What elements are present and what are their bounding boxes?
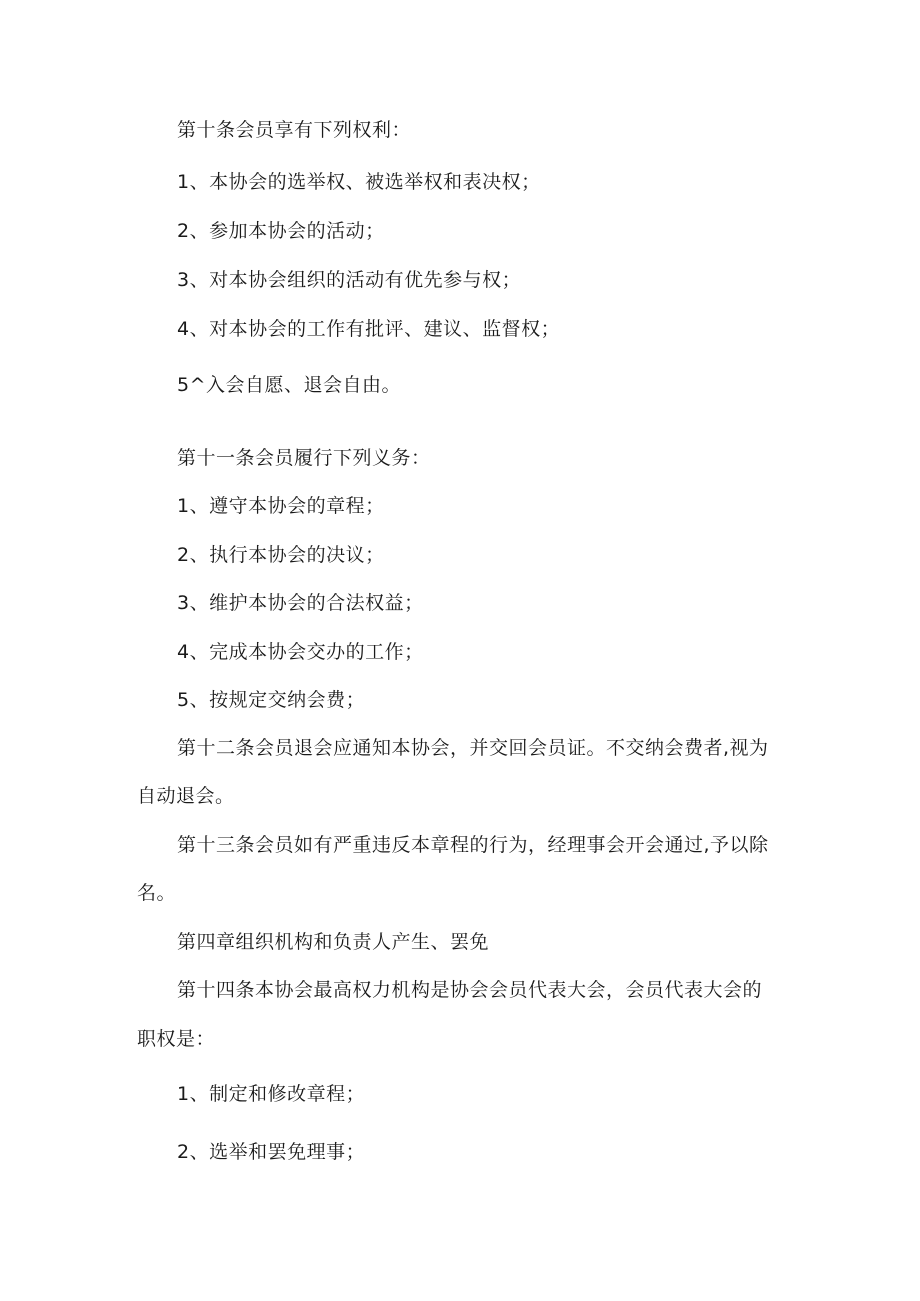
article-11-item-2: 2、执行本协会的决议； xyxy=(177,544,385,566)
article-11-item-4: 4、完成本协会交办的工作； xyxy=(177,641,424,663)
article-11-item-3: 3、维护本协会的合法权益； xyxy=(177,592,424,614)
article-14-line-2: 职权是： xyxy=(137,1028,216,1050)
article-10-item-2: 2、参加本协会的活动； xyxy=(177,220,385,242)
article-10-item-1: 1、本协会的选举权、被选举权和表决权； xyxy=(177,171,541,193)
article-14-item-1: 1、制定和修改章程； xyxy=(177,1083,366,1105)
article-10-item-3: 3、对本协会组织的活动有优先参与权； xyxy=(177,269,522,291)
article-11-item-5: 5、按规定交纳会费； xyxy=(177,689,366,711)
chapter-4-heading: 第四章组织机构和负责人产生、罢免 xyxy=(177,931,490,953)
article-10-heading: 第十条会员享有下列权利： xyxy=(177,119,412,141)
article-12-line-2: 自动退会。 xyxy=(137,785,235,807)
article-11-heading: 第十一条会员履行下列义务： xyxy=(177,447,431,469)
article-14-item-2: 2、选举和罢免理事； xyxy=(177,1141,366,1163)
article-14-line-1: 第十四条本协会最高权力机构是协会会员代表大会，会员代表大会的 xyxy=(177,979,763,1001)
article-13-line-1: 第十三条会员如有严重违反本章程的行为，经理事会开会通过,予以除 xyxy=(177,834,769,856)
article-12-line-1: 第十二条会员退会应通知本协会，并交回会员证。不交纳会费者,视为 xyxy=(177,737,769,759)
article-11-item-1: 1、遵守本协会的章程； xyxy=(177,495,385,517)
article-10-item-5: 5^入会自愿、退会自由。 xyxy=(177,374,402,396)
article-10-item-4: 4、对本协会的工作有批评、建议、监督权； xyxy=(177,318,561,340)
article-13-line-2: 名。 xyxy=(137,882,177,904)
